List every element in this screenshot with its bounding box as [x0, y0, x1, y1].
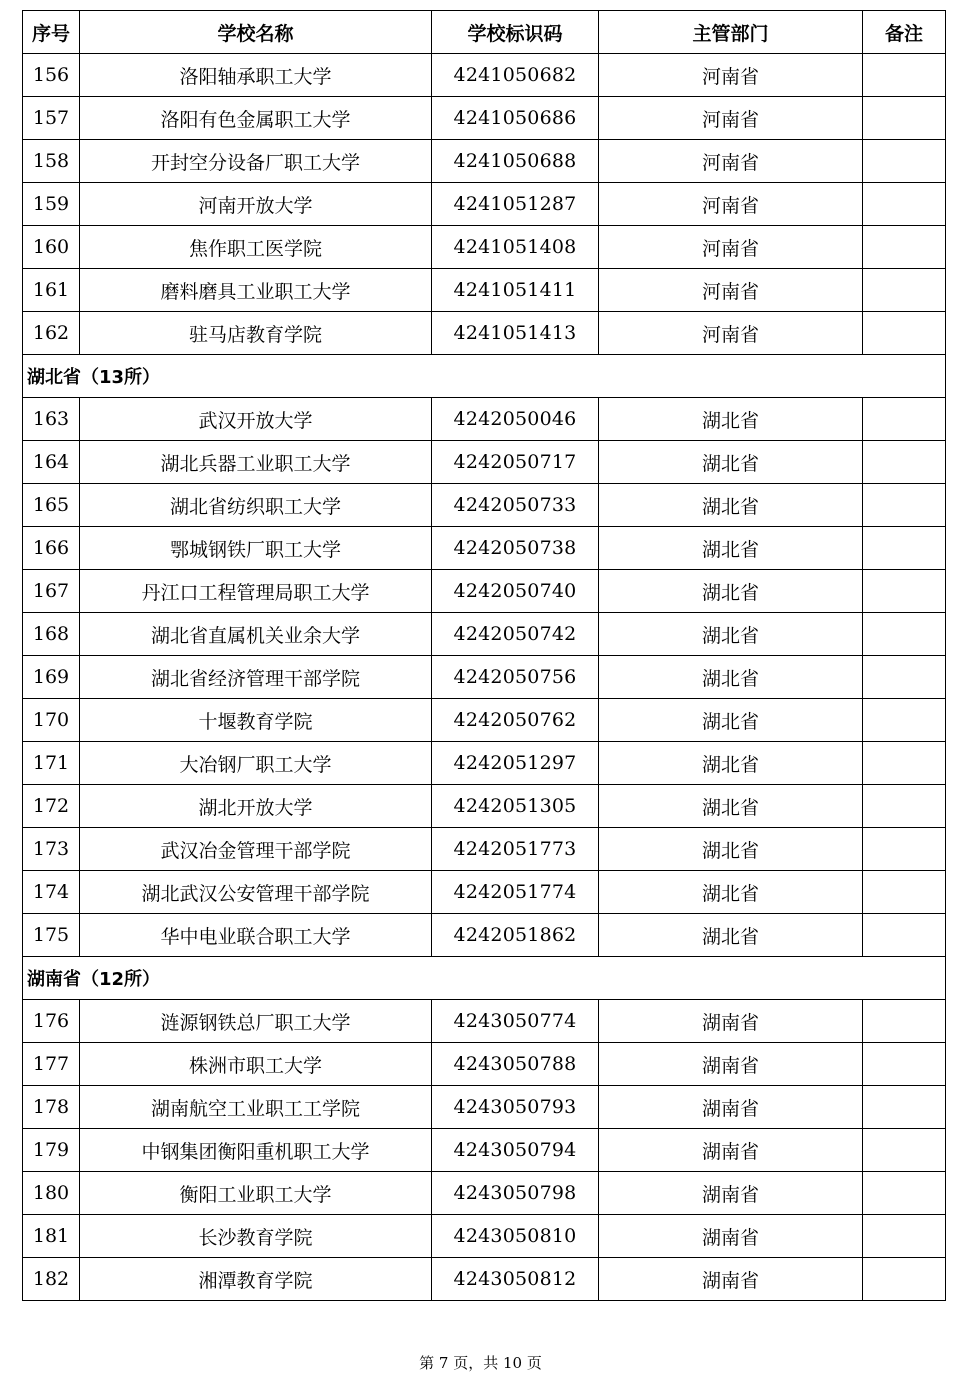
- school-name: 株洲市职工大学: [80, 1043, 432, 1086]
- note: [863, 828, 946, 871]
- note: [863, 226, 946, 269]
- note: [863, 1258, 946, 1301]
- row-index: 162: [23, 312, 80, 355]
- department: 河南省: [599, 269, 863, 312]
- row-index: 178: [23, 1086, 80, 1129]
- school-code: 4241051411: [432, 269, 599, 312]
- school-name: 鄂城钢铁厂职工大学: [80, 527, 432, 570]
- table-row: [23, 1000, 946, 1043]
- row-index: 180: [23, 1172, 80, 1215]
- school-code: 4243050798: [432, 1172, 599, 1215]
- department: 河南省: [599, 97, 863, 140]
- note: [863, 527, 946, 570]
- school-name: 湖北省经济管理干部学院: [80, 656, 432, 699]
- note: [863, 914, 946, 957]
- row-index: 174: [23, 871, 80, 914]
- note: [863, 699, 946, 742]
- note: [863, 398, 946, 441]
- row-index: 179: [23, 1129, 80, 1172]
- row-index: 161: [23, 269, 80, 312]
- school-name: 湖南航空工业职工工学院: [80, 1086, 432, 1129]
- table-row: [23, 398, 946, 441]
- department: 湖南省: [599, 1215, 863, 1258]
- school-name: 丹江口工程管理局职工大学: [80, 570, 432, 613]
- header-school-name: 学校名称: [80, 11, 432, 54]
- row-index: 173: [23, 828, 80, 871]
- school-name: 涟源钢铁总厂职工大学: [80, 1000, 432, 1043]
- department: 湖南省: [599, 1086, 863, 1129]
- department: 湖北省: [599, 871, 863, 914]
- table-row: [23, 871, 946, 914]
- school-code: 4242050756: [432, 656, 599, 699]
- note: [863, 1215, 946, 1258]
- note: [863, 1086, 946, 1129]
- note: [863, 484, 946, 527]
- row-index: 159: [23, 183, 80, 226]
- row-index: 156: [23, 54, 80, 97]
- row-index: 181: [23, 1215, 80, 1258]
- note: [863, 871, 946, 914]
- header-index: 序号: [23, 11, 80, 54]
- school-code: 4243050774: [432, 1000, 599, 1043]
- page-footer: 第 7 页，共 10 页: [419, 1354, 542, 1372]
- table-row: [23, 1172, 946, 1215]
- table-row: [23, 1258, 946, 1301]
- department: 湖北省: [599, 699, 863, 742]
- table-row: [23, 1043, 946, 1086]
- school-name: 湖北省直属机关业余大学: [80, 613, 432, 656]
- department: 河南省: [599, 312, 863, 355]
- school-code: 4241051413: [432, 312, 599, 355]
- school-code: 4242050742: [432, 613, 599, 656]
- department: 湖北省: [599, 656, 863, 699]
- school-code: 4242050762: [432, 699, 599, 742]
- note: [863, 1000, 946, 1043]
- school-list-table: [22, 10, 946, 1301]
- row-index: 165: [23, 484, 80, 527]
- department: 河南省: [599, 54, 863, 97]
- school-name: 开封空分设备厂职工大学: [80, 140, 432, 183]
- department: 河南省: [599, 140, 863, 183]
- note: [863, 183, 946, 226]
- school-code: 4241050688: [432, 140, 599, 183]
- school-name: 磨料磨具工业职工大学: [80, 269, 432, 312]
- school-name: 华中电业联合职工大学: [80, 914, 432, 957]
- row-index: 167: [23, 570, 80, 613]
- department: 湖南省: [599, 1129, 863, 1172]
- school-name: 武汉开放大学: [80, 398, 432, 441]
- table-row: [23, 527, 946, 570]
- table-row: [23, 914, 946, 957]
- school-code: 4242051862: [432, 914, 599, 957]
- table-row: [23, 183, 946, 226]
- table-row: [23, 570, 946, 613]
- school-code: 4242050046: [432, 398, 599, 441]
- school-name: 大冶钢厂职工大学: [80, 742, 432, 785]
- school-code: 4243050810: [432, 1215, 599, 1258]
- department: 湖北省: [599, 785, 863, 828]
- school-name: 湘潭教育学院: [80, 1258, 432, 1301]
- table-body: [23, 54, 946, 1301]
- school-code: 4241050686: [432, 97, 599, 140]
- table-row: [23, 269, 946, 312]
- school-name: 湖北兵器工业职工大学: [80, 441, 432, 484]
- note: [863, 570, 946, 613]
- department: 河南省: [599, 183, 863, 226]
- table-row: [23, 785, 946, 828]
- table-row: [23, 1129, 946, 1172]
- row-index: 182: [23, 1258, 80, 1301]
- table-row: [23, 441, 946, 484]
- school-name: 湖北开放大学: [80, 785, 432, 828]
- department: 湖北省: [599, 613, 863, 656]
- school-code: 4242050717: [432, 441, 599, 484]
- department: 湖北省: [599, 484, 863, 527]
- school-name: 中钢集团衡阳重机职工大学: [80, 1129, 432, 1172]
- school-code: 4241050682: [432, 54, 599, 97]
- table-row: [23, 699, 946, 742]
- department: 湖北省: [599, 570, 863, 613]
- table-row: [23, 97, 946, 140]
- table-row: [23, 613, 946, 656]
- department: 湖北省: [599, 914, 863, 957]
- table-row: [23, 140, 946, 183]
- school-code: 4243050812: [432, 1258, 599, 1301]
- school-code: 4243050793: [432, 1086, 599, 1129]
- row-index: 164: [23, 441, 80, 484]
- department: 湖南省: [599, 1258, 863, 1301]
- header-row: [23, 11, 946, 54]
- row-index: 170: [23, 699, 80, 742]
- school-code: 4242051305: [432, 785, 599, 828]
- school-name: 武汉冶金管理干部学院: [80, 828, 432, 871]
- row-index: 157: [23, 97, 80, 140]
- table-row: [23, 226, 946, 269]
- school-code: 4241051408: [432, 226, 599, 269]
- row-index: 177: [23, 1043, 80, 1086]
- section-row: [23, 355, 946, 398]
- school-name: 河南开放大学: [80, 183, 432, 226]
- note: [863, 97, 946, 140]
- note: [863, 613, 946, 656]
- table-row: [23, 742, 946, 785]
- section-title: 湖北省（13所）: [23, 355, 946, 398]
- department: 湖南省: [599, 1172, 863, 1215]
- school-name: 湖北武汉公安管理干部学院: [80, 871, 432, 914]
- header-note: 备注: [863, 11, 946, 54]
- school-name: 洛阳轴承职工大学: [80, 54, 432, 97]
- school-code: 4242050740: [432, 570, 599, 613]
- department: 湖南省: [599, 1000, 863, 1043]
- note: [863, 742, 946, 785]
- school-code: 4243050788: [432, 1043, 599, 1086]
- section-row: [23, 957, 946, 1000]
- table-row: [23, 1215, 946, 1258]
- note: [863, 656, 946, 699]
- note: [863, 312, 946, 355]
- table-row: [23, 54, 946, 97]
- row-index: 175: [23, 914, 80, 957]
- department: 河南省: [599, 226, 863, 269]
- table-row: [23, 312, 946, 355]
- school-name: 长沙教育学院: [80, 1215, 432, 1258]
- school-name: 洛阳有色金属职工大学: [80, 97, 432, 140]
- department: 湖北省: [599, 527, 863, 570]
- department: 湖北省: [599, 742, 863, 785]
- header-department: 主管部门: [599, 11, 863, 54]
- school-code: 4242051773: [432, 828, 599, 871]
- note: [863, 140, 946, 183]
- department: 湖北省: [599, 828, 863, 871]
- row-index: 163: [23, 398, 80, 441]
- school-code: 4243050794: [432, 1129, 599, 1172]
- school-code: 4242050738: [432, 527, 599, 570]
- note: [863, 1172, 946, 1215]
- department: 湖南省: [599, 1043, 863, 1086]
- note: [863, 1129, 946, 1172]
- school-name: 衡阳工业职工大学: [80, 1172, 432, 1215]
- table-row: [23, 828, 946, 871]
- school-name: 湖北省纺织职工大学: [80, 484, 432, 527]
- school-code: 4242050733: [432, 484, 599, 527]
- note: [863, 269, 946, 312]
- note: [863, 1043, 946, 1086]
- row-index: 172: [23, 785, 80, 828]
- school-name: 十堰教育学院: [80, 699, 432, 742]
- row-index: 171: [23, 742, 80, 785]
- school-name: 焦作职工医学院: [80, 226, 432, 269]
- note: [863, 785, 946, 828]
- header-school-code: 学校标识码: [432, 11, 599, 54]
- section-title: 湖南省（12所）: [23, 957, 946, 1000]
- note: [863, 441, 946, 484]
- school-code: 4242051774: [432, 871, 599, 914]
- row-index: 158: [23, 140, 80, 183]
- row-index: 160: [23, 226, 80, 269]
- school-code: 4241051287: [432, 183, 599, 226]
- department: 湖北省: [599, 441, 863, 484]
- note: [863, 54, 946, 97]
- table-row: [23, 656, 946, 699]
- row-index: 166: [23, 527, 80, 570]
- row-index: 176: [23, 1000, 80, 1043]
- department: 湖北省: [599, 398, 863, 441]
- school-name: 驻马店教育学院: [80, 312, 432, 355]
- table-row: [23, 1086, 946, 1129]
- table-row: [23, 484, 946, 527]
- school-code: 4242051297: [432, 742, 599, 785]
- row-index: 168: [23, 613, 80, 656]
- row-index: 169: [23, 656, 80, 699]
